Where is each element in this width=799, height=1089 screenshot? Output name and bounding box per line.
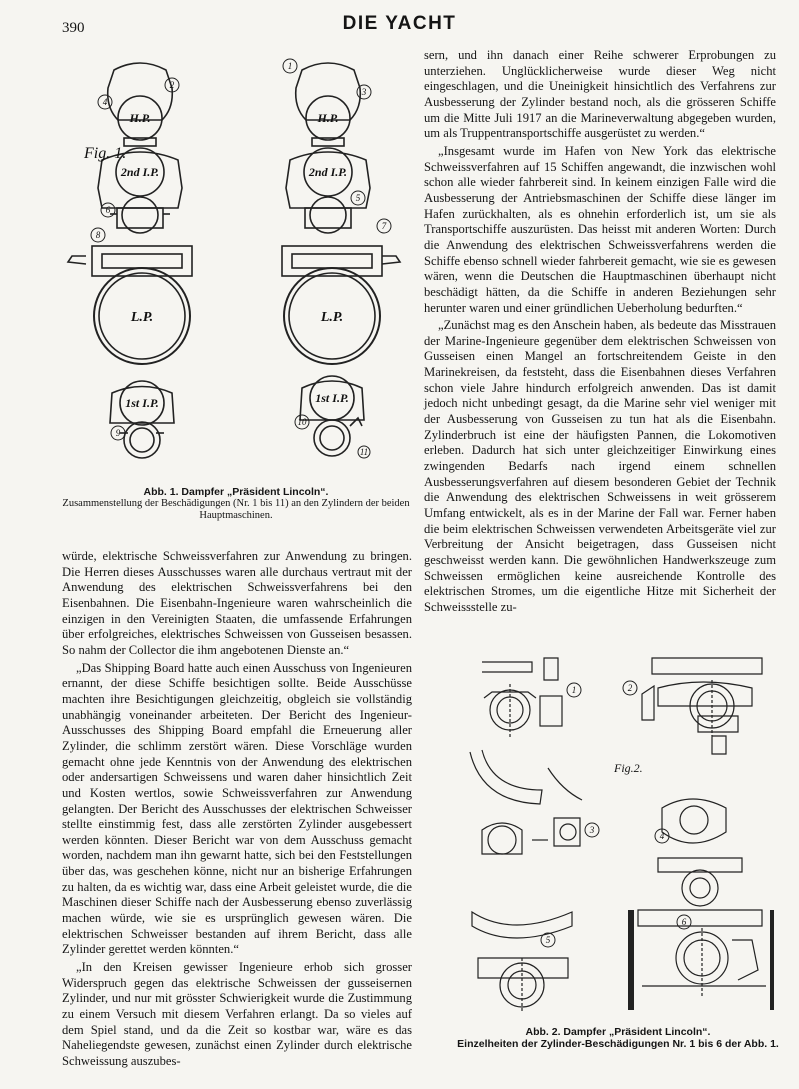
fig2-marker-5: 5 [545,935,551,945]
fig1-label-ip2-left: 2nd I.P. [120,165,160,179]
fig1-label-ip1-right: 1st I.P. [315,391,349,405]
fig1-label-lp-left: L.P. [130,310,154,325]
paragraph: „In den Kreisen gewisser Ingenieure erhob sich grosser Widerspruch gegen das elektrische Schweissen der gusseisernen Zylinder, und nur mit grösster Schwierigkeit wurde die Zustimmung zu einem Versuch mit diesem Verfahren erlangt. Da so vieles auf dem Spiel stand, und da die Zeit so kostbar war, wäre es das Naheliegendste gewesen, zunächst einen Zylinder durch elektrische Schweissung auszubes- [62,960,412,1068]
fig1-marker-2: 2 [169,80,175,90]
fig1-marker-3: 3 [361,87,367,97]
fig2-marker-4: 4 [659,831,665,841]
page-number: 390 [62,20,85,36]
figure-2-drawing [462,640,778,1024]
paragraph: „Das Shipping Board hatte auch einen Ausschuss von Ingenieuren ernannt, der diese Schiffe besichtigen sollte. Beide Ausschüsse machten ihre Besichtigungen gleichzeitig, obgleich sie vollständig unabhängig voneinander arbeiteten. Der Bericht des Ingenieur-Ausschusses des Shipping Board empfahl die Erneuerung aller Zylinder, die schlimm zerstört wären. Diese Vorschläge wurden gemacht ohne jede Kenntnis von der Anwendung des elektrischen oder andersartigen Schweissens und waren daher hinsichtlich Zeit und Kosten wertlos, sowie Schweissverfahren zur Anwendung gelangten. Der Bericht des Ausschusses der elektrischen Schweisser stellte einstimmig fest, dass alle zerstörten Zylinder ausgebessert werden könnten. Dieser Bericht war von dem Ausschuss gemacht worden, nachdem man ihn gewarnt hatte, sich bei den Feststellungen über das, was geschehen könne, nicht nur an bisherige Erfahrungen zu halten, da es wichtig war, dass eine Arbeit geleistet wurde, die die Maschinen dieser Schiffe nach der Ausbesserung ebenso zuverlässig machen würde, wie sie es ursprünglich gewesen wären. Die elektrischen Schweisser bestanden auf ihrem Bericht, dass alle Zylinder gerettet werden könnten.“ [62,660,412,957]
fig1-label-ip2-right: 2nd I.P. [308,165,348,179]
fig2-marker-3: 3 [589,825,595,835]
fig2-fig-label: Fig.2. [614,761,643,775]
fig1-marker-5: 5 [355,193,361,203]
fig2-marker-6: 6 [681,917,687,927]
fig1-label-hp-left: H.P. [129,111,151,125]
fig1-marker-10: 10 [297,417,307,427]
right-column-text [424,48,776,618]
figure-1-caption-text: Zusammenstellung der Beschädigungen (Nr. 1 bis 11) an den Zylindern der beiden Hauptmaschinen. [62,498,410,521]
left-column-text [62,549,412,1072]
fig1-label-ip1-left: 1st I.P. [125,396,159,410]
fig1-marker-8: 8 [95,230,101,240]
fig1-marker-6: 6 [105,205,111,215]
figure-1-caption [62,486,410,522]
fig2-marker-1: 1 [571,685,577,695]
paragraph: „Zunächst mag es den Anschein haben, als bedeute das Misstrauen der Marine-Ingenieure gegenüber dem elektrischen Schweissen von Gusseisen einen Mangel an fortschreitendem Geiste in den Marinekreisen, da feststeht, dass die Eisenbahnen dieses Verfahren schon viele Jahre hindurch erfolgreich anwenden. Das ist damit jedoch nicht unbedingt gesagt, da die Marine sehr viel weniger mit der Ausbesserung von Gusseisen zu tun hat als die Eisenbahn. Zylinderbruch ist eine der häufigsten Pannen, die Lokomotiven erleben. Dadurch hat sich unter gleichzeitiger Einwirkung eines zwingenden Bedarfs nach irgend einem schnellen Ausbesserungsverfahren auf diesem besonderen Gebiet der Technik die Anwendung des elektrischen Schweissens in weit grösserem Umfang entwickelt, als es in der Marine der Fall war. Ferner haben die beim elektrischen Schweissen verwendeten Arbeitsgeräte viel zur Verbreitung der Ansicht beigetragen, dass Gusseisen nicht geschweisst werden kann. Die gewöhnlichen Handwerkszeuge zum Schweissen ermöglichen keine ausreichende Kontrolle des elektrischen Stromes, um die eigentliche Hitze mit Sicherheit der Schweissstelle zu- [424,318,776,614]
paragraph: „Insgesamt wurde im Hafen von New York das elektrische Schweissverfahren auf 15 Schiffen angewandt, die inzwischen wohl schon alle wieder fahrbereit sind. In keinem einzigen Falle wird die Ausbesserung der Antriebsmaschinen der Schiffe diese länger im Hafen zurückhalten, als es ohnehin erforderlich ist, um sie als Transportschiffe auszurüsten. Das heisst mit anderen Worten: Durch die Anwendung des elektrischen Schweissverfahrens werden die Schiffe ebenso schnell wieder fahrbereit gemacht, wie sie es gewesen wären, wenn die Deutschen die Hauptmaschinen überhaupt nicht beschädigt hätten, da die Schiffe in anderen Beziehungen sehr herunter waren und einer gründlichen Ueberholung bedurften.“ [424,143,776,315]
running-title: DIE YACHT [342,13,457,34]
fig1-marker-11: 11 [359,447,369,457]
figure-2-caption-title: Abb. 2. Dampfer „Präsident Lincoln“. [525,1026,711,1038]
paragraph: sern, und ihn danach einer Reihe schwerer Erprobungen zu unterziehen. Unglücklicherweise wurde dieser Weg nicht eingeschlagen, und die Uneinigkeit hinsichtlich des Verfahrens zur Ausbesserung der Zylinder bestand noch, als die grösseren Schiffe um die Mitte Juli 1917 an die Marineverwaltung abgegeben wurden, um als Truppentransportschiffe ausgerüstet zu werden.“ [424,48,776,141]
figure-1-drawing [62,48,410,483]
fig1-marker-9: 9 [115,428,121,438]
fig1-label-hp-right: H.P. [317,111,339,125]
fig1-marker-1: 1 [287,61,293,71]
fig1-marker-4: 4 [102,97,108,107]
figure-2-caption-text: Einzelheiten der Zylinder-Beschädigungen Nr. 1 bis 6 der Abb. 1. [457,1038,779,1050]
fig1-marker-7: 7 [381,221,387,231]
figure-2-caption [444,1026,792,1050]
fig1-fig-label: Fig. 1. [84,145,127,162]
fig2-marker-2: 2 [627,683,633,693]
paragraph: würde, elektrische Schweissverfahren zur Anwendung zu bringen. Die Herren dieses Ausschusses waren alle durchaus vertraut mit der Anwendung des elektrischen Schweissverfahrens bei den Eisenbahnen. Die Eisenbahn-Ingenieure waren wahrscheinlich die einzigen in den Vereinigten Staaten, die umfassende Erfahrungen über erfolgreiches, elektrisches Schweissen von Gusseisen besassen. So nahm der Collector die ihm angebotenen Dienste an.“ [62,549,412,657]
figure-1-caption-title: Abb. 1. Dampfer „Präsident Lincoln“. [143,486,329,498]
fig1-label-lp-right: L.P. [320,310,344,325]
